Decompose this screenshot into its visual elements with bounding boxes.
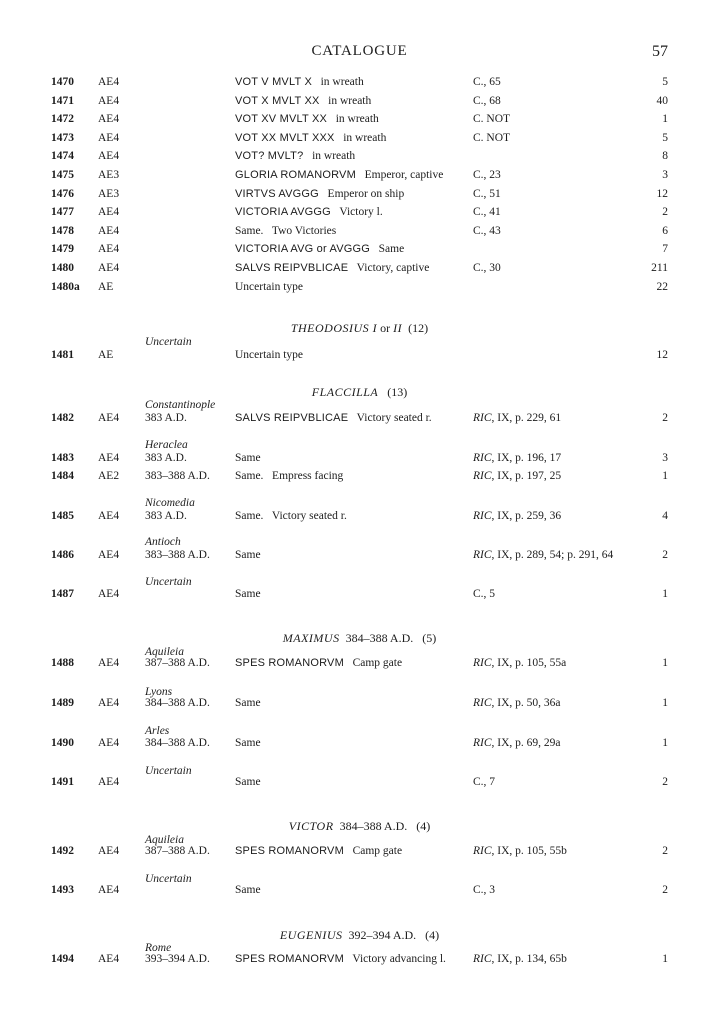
reference: [473, 586, 495, 602]
count: 4: [662, 510, 668, 522]
type-description: Victory, captive: [356, 262, 430, 274]
cat-number: 1470: [51, 76, 74, 88]
denomination: AE4: [98, 657, 120, 669]
mint-label: Constantinople: [145, 399, 216, 411]
denomination: AE4: [98, 262, 120, 274]
type-description: Same: [378, 243, 405, 256]
cat-number: 1491: [51, 776, 74, 788]
denomination: AE4: [98, 588, 120, 600]
type-description: Victory advancing l.: [352, 953, 446, 965]
denomination: AE4: [98, 243, 120, 256]
reference: [473, 882, 495, 898]
type-description: in wreath: [343, 131, 387, 144]
type-description: Same: [235, 697, 261, 709]
section-dates: 384–388 A.D.: [339, 819, 408, 833]
table-row: [0, 450, 719, 466]
type-description: Camp gate: [352, 657, 403, 669]
cat-number: 1475: [51, 169, 74, 181]
reference: C., 43: [473, 224, 501, 237]
type-cell: [235, 130, 386, 146]
cat-number: 1485: [51, 510, 74, 522]
type-cell: [235, 695, 261, 711]
type-description: Same. Empress facing: [235, 470, 344, 482]
page-number: 57: [652, 43, 668, 60]
ref-detail: , IX, p. 197, 25: [491, 470, 562, 482]
section-heading-victor: [0, 818, 719, 834]
table-row: [0, 204, 719, 220]
reference: C., 23: [473, 169, 501, 181]
reference: C. NOT: [473, 131, 511, 144]
ref-source: RIC: [473, 953, 492, 965]
cat-number: 1471: [51, 94, 74, 107]
ref-source: RIC: [473, 737, 492, 749]
denomination: AE: [98, 280, 114, 293]
table-row: [0, 586, 719, 602]
type-cell: [235, 148, 355, 164]
type-cell: [235, 204, 383, 220]
section-heading-eugenius: [0, 927, 719, 943]
count: 1: [662, 657, 668, 669]
reverse-legend: VOT? MVLT?: [235, 150, 304, 163]
type-description: Same: [235, 776, 261, 788]
table-row: [0, 508, 719, 524]
mint-label: Uncertain: [145, 765, 192, 777]
table-row: [0, 843, 719, 859]
mint-label: Lyons: [145, 686, 173, 698]
cat-number: 1490: [51, 737, 74, 749]
mint-label: Heraclea: [145, 439, 188, 451]
type-cell: [235, 74, 364, 90]
ref-detail: , IX, p. 229, 61: [491, 412, 562, 424]
cat-number: 1472: [51, 113, 74, 126]
ref-source: RIC: [473, 412, 492, 424]
reverse-legend: SALVS REIPVBLICAE: [235, 412, 349, 424]
date: 387–388 A.D.: [145, 845, 210, 857]
denomination: AE4: [98, 510, 120, 522]
ref-detail: , IX, p. 289, 54; p. 291, 64: [491, 549, 614, 561]
denomination: AE4: [98, 412, 120, 424]
table-row: [0, 74, 719, 90]
type-cell: [235, 843, 402, 859]
section-ruler: MAXIMUS: [282, 631, 340, 645]
type-cell: [235, 774, 261, 790]
ref-source: RIC: [473, 697, 492, 709]
count: 22: [656, 280, 668, 293]
denomination: AE3: [98, 169, 120, 181]
type-description: Uncertain type: [235, 349, 304, 361]
reference: C., 68: [473, 94, 501, 107]
count: 2: [662, 412, 668, 424]
type-cell: [235, 186, 404, 202]
denomination: AE4: [98, 206, 120, 219]
reverse-legend: SPES ROMANORVM: [235, 657, 344, 669]
count: 7: [662, 243, 668, 256]
reference: [473, 843, 567, 859]
denomination: AE: [98, 349, 114, 361]
type-description: Victory l.: [339, 206, 383, 219]
ref-detail: C., 7: [473, 776, 496, 788]
type-description: in wreath: [335, 113, 379, 126]
denomination: AE4: [98, 549, 120, 561]
mint-label: Arles: [145, 725, 170, 737]
cat-number: 1481: [51, 349, 74, 361]
denomination: AE3: [98, 187, 120, 200]
table-row: [0, 695, 719, 711]
type-description: Victory seated r.: [356, 412, 432, 424]
reference: [473, 450, 561, 466]
mint-label: Rome: [145, 942, 172, 954]
count: 1: [662, 697, 668, 709]
type-cell: [235, 241, 404, 257]
table-row: [0, 130, 719, 146]
denomination: AE4: [98, 452, 120, 464]
reverse-legend: VOT V MVLT X: [235, 76, 312, 88]
reverse-legend: SPES ROMANORVM: [235, 845, 344, 857]
ref-source: RIC: [473, 470, 492, 482]
type-description: in wreath: [312, 150, 356, 163]
section-count: (12): [408, 321, 429, 335]
reference: [473, 547, 613, 563]
count: 211: [651, 262, 668, 274]
type-cell: [235, 410, 432, 426]
count: 40: [656, 94, 668, 107]
cat-number: 1476: [51, 187, 74, 200]
section-heading-flaccilla: [0, 384, 719, 400]
date: 383–388 A.D.: [145, 549, 210, 561]
reference: C., 65: [473, 76, 501, 88]
cat-number: 1492: [51, 845, 74, 857]
cat-number: 1474: [51, 150, 74, 163]
date: 383 A.D.: [145, 452, 187, 464]
section-heading-maximus: [0, 630, 719, 646]
type-cell: [235, 279, 303, 295]
mint-label: Uncertain: [145, 336, 192, 348]
cat-number: 1486: [51, 549, 74, 561]
cat-number: 1494: [51, 953, 74, 965]
count: 2: [662, 884, 668, 896]
denomination: AE4: [98, 150, 120, 163]
ref-detail: C., 3: [473, 884, 496, 896]
ref-source: RIC: [473, 549, 492, 561]
reverse-legend: GLORIA ROMANORVM: [235, 169, 356, 181]
denomination: AE4: [98, 737, 120, 749]
reference: [473, 735, 561, 751]
ref-detail: , IX, p. 259, 36: [491, 510, 562, 522]
count: 1: [662, 953, 668, 965]
section-ruler2: II: [393, 321, 403, 335]
section-or: or: [380, 321, 391, 335]
reverse-legend: SPES ROMANORVM: [235, 953, 344, 965]
date: 384–388 A.D.: [145, 697, 210, 709]
table-row: [0, 547, 719, 563]
count: 1: [662, 113, 668, 126]
denomination: AE4: [98, 76, 120, 88]
type-cell: [235, 735, 261, 751]
section-dates: 392–394 A.D.: [348, 928, 417, 942]
type-description: in wreath: [320, 76, 364, 88]
type-cell: [235, 468, 343, 484]
count: 5: [662, 76, 668, 88]
mint-label: Uncertain: [145, 576, 192, 588]
mint-label: Antioch: [145, 536, 181, 548]
section-count: (4): [416, 819, 431, 833]
denomination: AE4: [98, 776, 120, 788]
type-cell: [235, 260, 429, 276]
cat-number: 1479: [51, 243, 74, 256]
mint-label: Uncertain: [145, 873, 192, 885]
reverse-legend: SALVS REIPVBLICAE: [235, 262, 349, 274]
table-row: [0, 167, 719, 183]
section-count: (4): [425, 928, 440, 942]
mint-label: Aquileia: [145, 646, 184, 658]
ref-source: RIC: [473, 845, 492, 857]
ref-detail: , IX, p. 105, 55b: [491, 845, 567, 857]
type-cell: [235, 347, 303, 363]
section-count: (5): [422, 631, 437, 645]
reverse-legend: VOT XV MVLT XX: [235, 113, 328, 126]
date: 387–388 A.D.: [145, 657, 210, 669]
ref-source: RIC: [473, 510, 492, 522]
type-description: Same: [235, 452, 261, 464]
date: 383–388 A.D.: [145, 470, 210, 482]
type-description: Same: [235, 588, 261, 600]
type-description: Same: [235, 737, 261, 749]
reference: [473, 508, 561, 524]
date: 383 A.D.: [145, 510, 187, 522]
reference: C., 41: [473, 206, 501, 219]
ref-detail: , IX, p. 105, 55a: [491, 657, 567, 669]
type-description: Same: [235, 549, 261, 561]
table-row: [0, 882, 719, 898]
table-row: [0, 93, 719, 109]
table-row: [0, 655, 719, 671]
table-row: [0, 347, 719, 363]
count: 2: [662, 845, 668, 857]
ref-detail: , IX, p. 196, 17: [491, 452, 562, 464]
type-cell: [235, 882, 261, 898]
type-description: Camp gate: [352, 845, 403, 857]
type-description: Same: [235, 884, 261, 896]
table-row: [0, 410, 719, 426]
running-head: CATALOGUE: [311, 43, 408, 59]
count: 2: [662, 549, 668, 561]
section-ruler: VICTOR: [288, 819, 334, 833]
section-ruler: FLACCILLA: [311, 385, 379, 399]
table-row: [0, 468, 719, 484]
table-row: [0, 111, 719, 127]
reference: [473, 774, 495, 790]
cat-number: 1487: [51, 588, 74, 600]
date: 393–394 A.D.: [145, 953, 210, 965]
reference: [473, 695, 561, 711]
section-heading-theodosius: [0, 320, 719, 336]
mint-label: Aquileia: [145, 834, 184, 846]
cat-number: 1480: [51, 262, 74, 274]
denomination: AE4: [98, 884, 120, 896]
reverse-legend: VIRTVS AVGGG: [235, 187, 319, 200]
denomination: AE4: [98, 224, 120, 237]
cat-number: 1483: [51, 452, 74, 464]
type-description: Same. Victory seated r.: [235, 510, 347, 522]
ref-detail: , IX, p. 50, 36a: [491, 697, 561, 709]
denomination: AE4: [98, 845, 120, 857]
table-row: [0, 148, 719, 164]
reference: [473, 655, 566, 671]
cat-number: 1473: [51, 131, 74, 144]
denomination: AE2: [98, 470, 120, 482]
table-row: [0, 735, 719, 751]
cat-number: 1488: [51, 657, 74, 669]
type-cell: [235, 93, 371, 109]
type-cell: [235, 111, 379, 127]
table-row: [0, 774, 719, 790]
reference: C. NOT: [473, 113, 511, 126]
table-row: [0, 241, 719, 257]
table-row: [0, 951, 719, 967]
reverse-legend: VOT X MVLT XX: [235, 94, 320, 107]
ref-detail: , IX, p. 134, 65b: [491, 953, 567, 965]
count: 12: [656, 349, 668, 361]
count: 5: [662, 131, 668, 144]
count: 12: [656, 187, 668, 200]
table-row: [0, 223, 719, 239]
reverse-legend: VOT XX MVLT XXX: [235, 131, 335, 144]
count: 2: [662, 776, 668, 788]
type-description: in wreath: [328, 94, 372, 107]
type-description: Emperor, captive: [364, 169, 444, 181]
cat-number: 1493: [51, 884, 74, 896]
reference: [473, 951, 567, 967]
count: 1: [662, 470, 668, 482]
reference: [473, 468, 561, 484]
section-dates: 384–388 A.D.: [345, 631, 414, 645]
count: 3: [662, 169, 668, 181]
ref-source: RIC: [473, 452, 492, 464]
denomination: AE4: [98, 131, 120, 144]
section-count: (13): [387, 385, 408, 399]
type-cell: [235, 547, 261, 563]
type-description: Same. Two Victories: [235, 224, 337, 237]
table-row: [0, 279, 719, 295]
type-cell: [235, 508, 347, 524]
cat-number: 1478: [51, 224, 74, 237]
cat-number: 1489: [51, 697, 74, 709]
type-cell: [235, 655, 402, 671]
denomination: AE4: [98, 697, 120, 709]
count: 3: [662, 452, 668, 464]
reference: [473, 410, 561, 426]
cat-number: 1477: [51, 206, 74, 219]
count: 8: [662, 150, 668, 163]
count: 2: [662, 206, 668, 219]
section-ruler: THEODOSIUS I: [290, 321, 378, 335]
ref-detail: , IX, p. 69, 29a: [491, 737, 561, 749]
date: 384–388 A.D.: [145, 737, 210, 749]
denomination: AE4: [98, 113, 120, 126]
count: 6: [662, 224, 668, 237]
mint-label: Nicomedia: [145, 497, 195, 509]
date: 383 A.D.: [145, 412, 187, 424]
cat-number: 1482: [51, 412, 74, 424]
type-cell: [235, 586, 261, 602]
ref-detail: C., 5: [473, 588, 496, 600]
reference: C., 51: [473, 187, 501, 200]
table-row: [0, 260, 719, 276]
reverse-legend: VICTORIA AVG or AVGGG: [235, 243, 371, 256]
denomination: AE4: [98, 94, 120, 107]
table-row: [0, 186, 719, 202]
type-cell: [235, 951, 446, 967]
cat-number: 1484: [51, 470, 74, 482]
count: 1: [662, 737, 668, 749]
count: 1: [662, 588, 668, 600]
section-ruler: EUGENIUS: [279, 928, 343, 942]
ref-source: RIC: [473, 657, 492, 669]
denomination: AE4: [98, 953, 120, 965]
type-cell: [235, 223, 336, 239]
cat-number: 1480a: [51, 280, 80, 293]
type-cell: [235, 450, 261, 466]
type-cell: [235, 167, 443, 183]
reference: C., 30: [473, 262, 501, 274]
type-description: Uncertain type: [235, 280, 304, 293]
reverse-legend: VICTORIA AVGGG: [235, 206, 331, 219]
type-description: Emperor on ship: [327, 187, 405, 200]
